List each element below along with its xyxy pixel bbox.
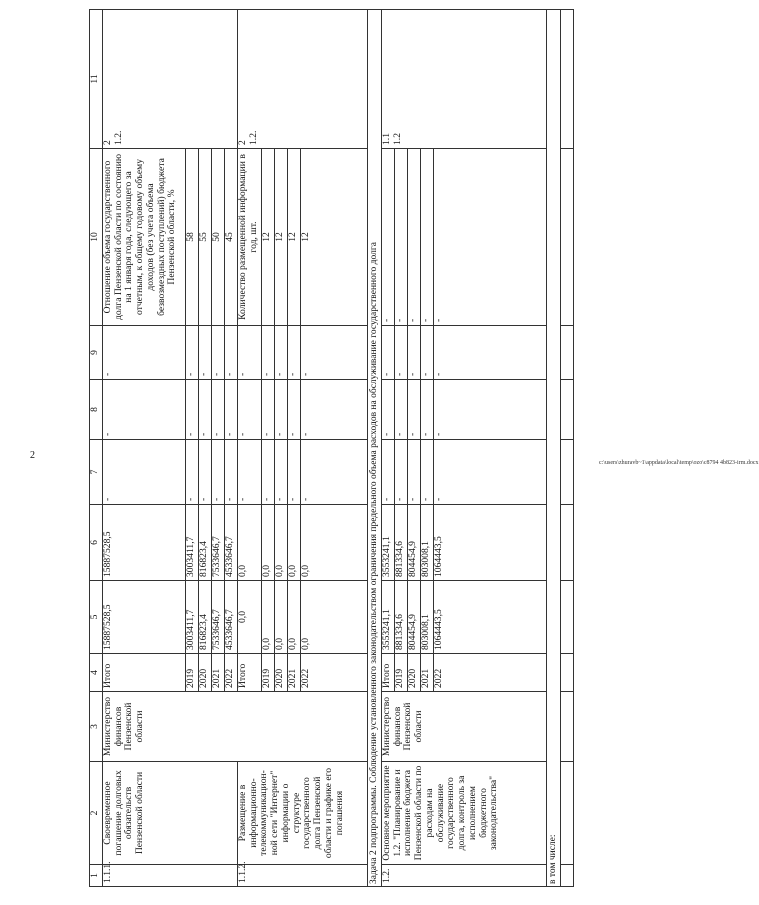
cell-col7: - [395,440,408,505]
cell-col5: 803008,1 [421,581,434,654]
cell-col9: - [225,326,238,380]
cell-col5: 3003411,7 [186,581,199,654]
empty-cell [561,10,574,149]
cell-col10: 12 [301,149,368,326]
cell-col6: 804454,9 [408,505,421,581]
cell-col6: 0,0 [288,505,301,581]
table-row [561,10,574,887]
cell-col5: 3553241,1 [382,581,395,654]
cell-col9: - [421,326,434,380]
cell-col5: 816823,4 [199,581,212,654]
cell-col7: - [434,440,547,505]
year: 2022 [225,654,238,692]
year: 2022 [434,654,547,692]
executor: Министерство финансов Пензенской области [382,692,547,762]
year: 2022 [301,654,368,692]
header-cell: 4 [90,654,103,692]
footer-file-path: c:\users\zhuravb~1\appdata\local\temp\ozo\c8794 4b823-irm.docx [599,460,759,466]
cell-col9: - [212,326,225,380]
activity-name: Размещение в информационно-телекоммуникацион-ной сети "Интернет" информации о структуре государственного долга Пензенской области и графике его погашения [238,762,368,865]
cell-col10: 12 [288,149,301,326]
cell-col5: 0,0 [301,581,368,654]
cell-col7: - [212,440,225,505]
cell-col6: 4533646,7 [225,505,238,581]
cell-col7: - [288,440,301,505]
cell-col7: - [103,440,186,505]
cell-col8: - [382,380,395,440]
cell-col10: - [421,149,434,326]
cell-col6: 7533646,7 [212,505,225,581]
cell-col6: 0,0 [238,505,262,581]
indicator-number: 2 1.2. [103,10,238,149]
year: 2019 [262,654,275,692]
header-cell: 7 [90,440,103,505]
rotated-landscape-page [89,10,599,887]
year: 2021 [421,654,434,692]
cell-col8: - [288,380,301,440]
cell-col7: - [199,440,212,505]
executor: Министерство финансов Пензенской области [103,692,368,762]
year: 2019 [395,654,408,692]
cell-col9: - [288,326,301,380]
cell-col6: 0,0 [262,505,275,581]
cell-col10: 55 [199,149,212,326]
cell-col5: 15887528,5 [103,581,186,654]
empty-cell [561,149,574,326]
cell-col6: 1064443,5 [434,505,547,581]
cell-col8: - [395,380,408,440]
cell-col9: - [434,326,547,380]
cell-col7: - [382,440,395,505]
cell-col10: 45 [225,149,238,326]
cell-col10: - [382,149,395,326]
period-total: Итого [382,654,395,692]
empty-cell [561,440,574,505]
table-row [547,10,561,887]
cell-col5: 0,0 [275,581,288,654]
header-cell: 10 [90,149,103,326]
cell-col10: 58 [186,149,199,326]
cell-col5: 804454,9 [408,581,421,654]
indicator-number: 1.1 1.2 [382,10,547,149]
cell-col7: - [408,440,421,505]
cell-col6: 803008,1 [421,505,434,581]
task-heading: Задача 2 подпрограммы. Соблюдение установленного законодательством ограничения предельного объема расходов на обслуживание государственного долга [368,10,382,887]
cell-col7: - [238,440,262,505]
cell-col9: - [301,326,368,380]
empty-cell [561,581,574,654]
cell-col6: 3553241,1 [382,505,395,581]
cell-col6: 15887528,5 [103,505,186,581]
cell-col8: - [238,380,262,440]
cell-col9: - [199,326,212,380]
cell-col9: - [395,326,408,380]
task-row [368,10,382,887]
cell-col5: 4533646,7 [225,581,238,654]
indicator-name: Отношение объема государственного долга Пензенской области по состоянию на 1 января года, следующего за отчетным, к общему годовому объему доходов (без учета объема безвозмездных поступлений) бюджета Пензенской области, % [103,149,186,326]
period-total: Итого [238,654,262,692]
cell-col9: - [238,326,262,380]
indicator-number: 2 1.2. [238,10,368,149]
cell-col7: - [262,440,275,505]
cell-col6: 0,0 [275,505,288,581]
cell-col5: 881334,6 [395,581,408,654]
period-total: Итого [103,654,186,692]
year: 2019 [186,654,199,692]
empty-cell [561,505,574,581]
empty-cell [561,762,574,865]
activity-name: Своевременное погашение долговых обязательств Пензенской области [103,762,238,865]
cell-col7: - [421,440,434,505]
cell-col5: 7533646,7 [212,581,225,654]
cell-col8: - [212,380,225,440]
year: 2020 [199,654,212,692]
indicator-name: Количество размещенной информации в год, шт. [238,149,262,326]
cell-col5: 0,0 [262,581,275,654]
header-cell: 1 [90,865,103,887]
cell-col8: - [301,380,368,440]
table-row [382,10,395,887]
year: 2020 [408,654,421,692]
cell-col10: - [408,149,421,326]
cell-col8: - [186,380,199,440]
cell-col9: - [186,326,199,380]
cell-col10: 12 [275,149,288,326]
year: 2021 [212,654,225,692]
cell-col6: 881334,6 [395,505,408,581]
cell-col7: - [275,440,288,505]
header-cell: 11 [90,10,103,149]
header-cell: 9 [90,326,103,380]
cell-col9: - [262,326,275,380]
cell-col6: 3003411,7 [186,505,199,581]
activity-name: Основное мероприятие 1.2. "Планирование и исполнение бюджета Пензенской области по расходам на обслуживание государственного долга, контроль за исполнением бюджетного законодательства" [382,762,547,865]
cell-col8: - [421,380,434,440]
cell-col9: - [408,326,421,380]
cell-col6: 0,0 [301,505,368,581]
page-number: 2 [30,450,35,461]
row-number: 1.2. [382,865,547,887]
row-number: 1.1.2. [238,865,368,887]
cell-col8: - [199,380,212,440]
year: 2021 [288,654,301,692]
cell-col8: - [103,380,186,440]
cell-col8: - [262,380,275,440]
year: 2020 [275,654,288,692]
cell-col7: - [186,440,199,505]
program-activities-table [89,9,574,887]
empty-cell [561,380,574,440]
cell-col7: - [225,440,238,505]
cell-col10: 12 [262,149,275,326]
cell-col9: - [275,326,288,380]
row-number: 1.1.1. [103,865,238,887]
header-cell: 3 [90,692,103,762]
cell-col10: - [434,149,547,326]
header-row [90,10,103,887]
cell-col9: - [382,326,395,380]
empty-cell [561,326,574,380]
cell-col8: - [434,380,547,440]
cell-col5: 1064443,5 [434,581,547,654]
table-row [103,10,186,887]
header-cell: 8 [90,380,103,440]
empty-cell [561,692,574,762]
header-cell: 5 [90,581,103,654]
cell-col8: - [408,380,421,440]
cell-col9: - [103,326,186,380]
empty-cell [561,865,574,887]
cell-col7: - [301,440,368,505]
empty-cell [561,654,574,692]
cell-col6: 816823,4 [199,505,212,581]
cell-col5: 0,0 [288,581,301,654]
cell-col10: - [395,149,408,326]
cell-col5: 0,0 [238,581,262,654]
cell-col8: - [275,380,288,440]
cell-col8: - [225,380,238,440]
header-cell: 2 [90,762,103,865]
inclusive-label: в том числе: [547,10,561,887]
header-cell: 6 [90,505,103,581]
cell-col10: 50 [212,149,225,326]
